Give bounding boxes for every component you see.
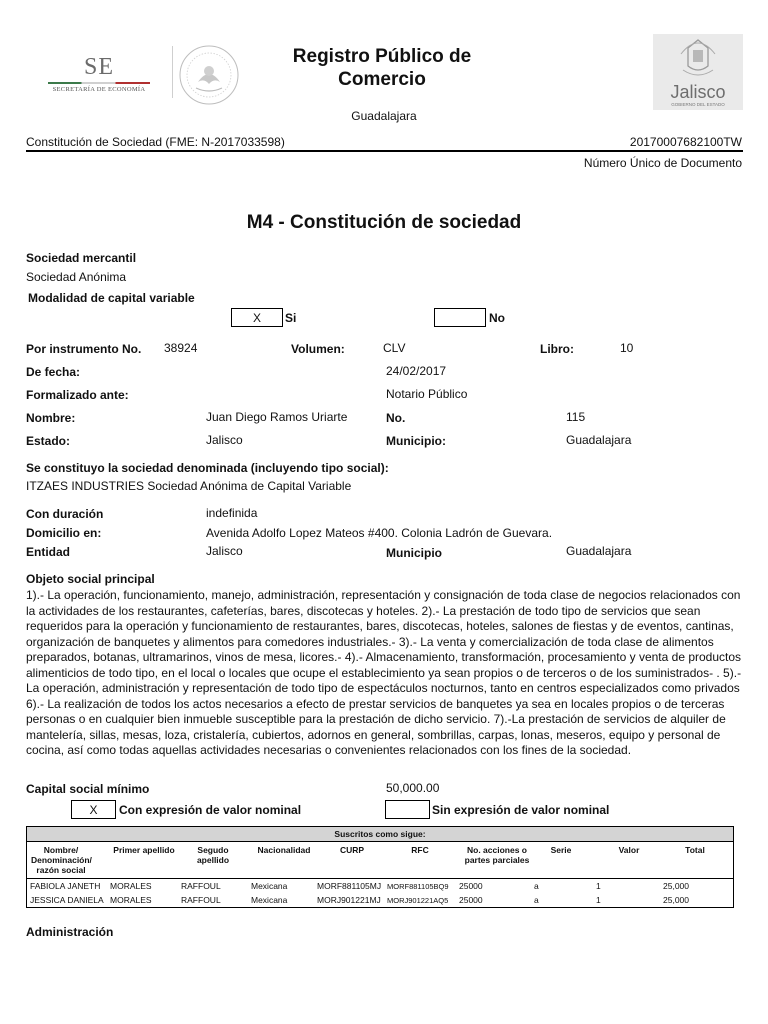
table-cell: RAFFOUL xyxy=(181,881,221,891)
table-cell: MORJ901221AQ5 xyxy=(387,896,449,905)
capital-value: 50,000.00 xyxy=(386,781,440,795)
table-cell: MORJ901221MJ xyxy=(317,895,381,905)
table-cell: Mexicana xyxy=(251,895,288,905)
libro-value: 10 xyxy=(620,341,634,355)
table-cell: 25000 xyxy=(459,881,483,891)
header-rule xyxy=(26,150,743,152)
table-row xyxy=(27,893,733,907)
column-header: Segudo apellido xyxy=(196,845,230,865)
formalizado-label: Formalizado ante: xyxy=(26,388,129,402)
logo-divider xyxy=(172,46,173,98)
table-cell: 1 xyxy=(596,881,601,891)
modalidad-si-checkbox[interactable]: X xyxy=(231,308,283,327)
instrumento-value: 38924 xyxy=(164,341,198,355)
document-number: 20170007682100TW xyxy=(629,135,742,149)
table-cell: JESSICA DANIELA xyxy=(30,895,104,905)
page-title: M4 - Constitución de sociedad xyxy=(246,212,522,233)
column-header: Nacionalidad xyxy=(257,845,311,855)
jalisco-crest-icon xyxy=(653,34,743,84)
duracion-value: indefinida xyxy=(206,506,258,520)
entidad-label: Entidad xyxy=(26,545,70,559)
domicilio-value: Avenida Adolfo Lopez Mateos #400. Colonia Ladrón de Guevara. xyxy=(206,526,553,540)
volumen-label: Volumen: xyxy=(291,342,345,356)
formalizado-value: Notario Público xyxy=(386,387,468,401)
table-cell: MORALES xyxy=(110,895,152,905)
denominacion-value: ITZAES INDUSTRIES Sociedad Anónima de Capital Variable xyxy=(26,479,352,493)
jalisco-logo-subtitle: GOBIERNO DEL ESTADO xyxy=(671,102,725,107)
header-title-line1: Registro Público de xyxy=(292,46,472,67)
fecha-label: De fecha: xyxy=(26,365,81,379)
notario-no-label: No. xyxy=(386,411,406,425)
con-valor-nominal-checkbox[interactable]: X xyxy=(71,800,116,819)
table-cell: a xyxy=(534,895,539,905)
domicilio-municipio-value: Guadalajara xyxy=(566,544,632,558)
se-logo xyxy=(44,54,154,98)
estado-label: Estado: xyxy=(26,434,71,448)
column-header: Total xyxy=(685,845,705,855)
suscritos-table xyxy=(26,826,734,908)
table-cell: MORF881105MJ xyxy=(317,881,382,891)
header-title-line2: Comercio xyxy=(338,69,426,90)
instrumento-label: Por instrumento No. xyxy=(26,342,142,356)
con-valor-nominal-label: Con expresión de valor nominal xyxy=(119,803,302,817)
header-city: Guadalajara xyxy=(351,109,417,123)
table-cell: 25000 xyxy=(459,895,483,905)
modalidad-label: Modalidad de capital variable xyxy=(28,291,195,305)
table-cell: 25,000 xyxy=(663,895,689,905)
domicilio-municipio-label: Municipio xyxy=(386,546,442,560)
column-header: Valor xyxy=(618,845,640,855)
mexico-seal-icon xyxy=(178,44,240,106)
volumen-value: CLV xyxy=(383,341,406,355)
se-logo-text: SE xyxy=(83,54,114,80)
column-header: RFC xyxy=(411,845,429,855)
fecha-value: 24/02/2017 xyxy=(386,364,447,378)
table-cell: 1 xyxy=(596,895,601,905)
table-cell: RAFFOUL xyxy=(181,895,221,905)
column-header: No. acciones o partes parciales xyxy=(464,845,530,865)
suscritos-title: Suscritos como sigue: xyxy=(27,827,733,842)
sin-valor-nominal-checkbox[interactable] xyxy=(385,800,430,819)
municipio-value: Guadalajara xyxy=(566,433,632,447)
sin-valor-nominal-label: Sin expresión de valor nominal xyxy=(432,803,610,817)
capital-label: Capital social mínimo xyxy=(26,782,150,796)
jalisco-logo xyxy=(653,34,743,110)
estado-value: Jalisco xyxy=(206,433,243,447)
table-cell: MORF881105BQ9 xyxy=(387,882,449,891)
table-cell: Mexicana xyxy=(251,881,288,891)
jalisco-logo-text: Jalisco xyxy=(670,82,726,102)
column-header: Serie xyxy=(550,845,572,855)
table-cell: FABIOLA JANETH xyxy=(30,881,101,891)
table-header-row xyxy=(27,842,733,879)
entidad-value: Jalisco xyxy=(206,544,243,558)
column-header: Nombre/ Denominación/ razón social xyxy=(31,845,92,875)
modalidad-no-checkbox[interactable] xyxy=(434,308,486,327)
nombre-label: Nombre: xyxy=(26,411,76,425)
table-cell: a xyxy=(534,881,539,891)
objeto-text: 1).- La operación, funcionamiento, manejo, administración, representación y consignación de toda clase de negocios relacionados con la actividades de los restaurantes, cafeterías, bares, discotecas y hoteles. 2).- La prestación de todo tipo de servicios que sean requeridos para la operación y funcionamiento de restaurantes, bares, discotecas, hoteles, salones de fiestas y de eventos, cantinas, organización de banquetes y alimentos para comedores industriales.- 3).- La venta y comercialización de toda clase de alimentos preparados, botanas, ultramarinos, vinos de mesa, licores.- 4).- Almacenamiento, transformación, procesamiento y venta de productos alimenticios de todo tipo, en el local o locales que ocupe el establecimiento ya sean propios o de terceros o de los suministrados- . 5).-La operación, administración y representación de todo tipo de espectáculos nocturnos, tanto en centros especializados como privados 6).- La realización de todos los actos necesarios a efecto de prestar servicios de banquetes ya sea en locales propios o de terceras personas o en cualquier bien inmueble susceptible para la prestación de dicho servicio. 7).-La prestación de servicios de alquiler de mantelería, sillas, mesas, loza, cristalería, cubiertos, adornos en general, sombrillas, carpas, lonas, meseros, equipo y personal de cocina, así como todas aquellas actividades necesarias o convenientes relacionados con los fines de la sociedad. xyxy=(26,588,742,757)
sociedad-value: Sociedad Anónima xyxy=(26,270,127,284)
table-cell: 25,000 xyxy=(663,881,689,891)
se-logo-subtitle: SECRETARÍA DE ECONOMÍA xyxy=(52,86,146,93)
duracion-label: Con duración xyxy=(26,507,104,521)
se-logo-stripe xyxy=(48,82,150,84)
modalidad-no-label: No xyxy=(489,311,505,325)
sociedad-label: Sociedad mercantil xyxy=(26,251,137,265)
nombre-value: Juan Diego Ramos Uriarte xyxy=(206,410,348,424)
table-row xyxy=(27,879,733,893)
modalidad-si-label: Si xyxy=(285,311,297,325)
document-number-caption: Número Único de Documento xyxy=(583,156,742,170)
municipio-label: Municipio: xyxy=(386,434,446,448)
document-type: Constitución de Sociedad (FME: N-2017033598) xyxy=(26,135,285,149)
column-header: Primer apellido xyxy=(113,845,175,855)
table-cell: MORALES xyxy=(110,881,152,891)
libro-label: Libro: xyxy=(540,342,574,356)
denominacion-label: Se constituyo la sociedad denominada (incluyendo tipo social): xyxy=(26,461,389,475)
administracion-label: Administración xyxy=(26,925,114,939)
objeto-label: Objeto social principal xyxy=(26,572,155,586)
column-header: CURP xyxy=(339,845,365,855)
notario-no-value: 115 xyxy=(566,410,586,424)
domicilio-label: Domicilio en: xyxy=(26,526,102,540)
